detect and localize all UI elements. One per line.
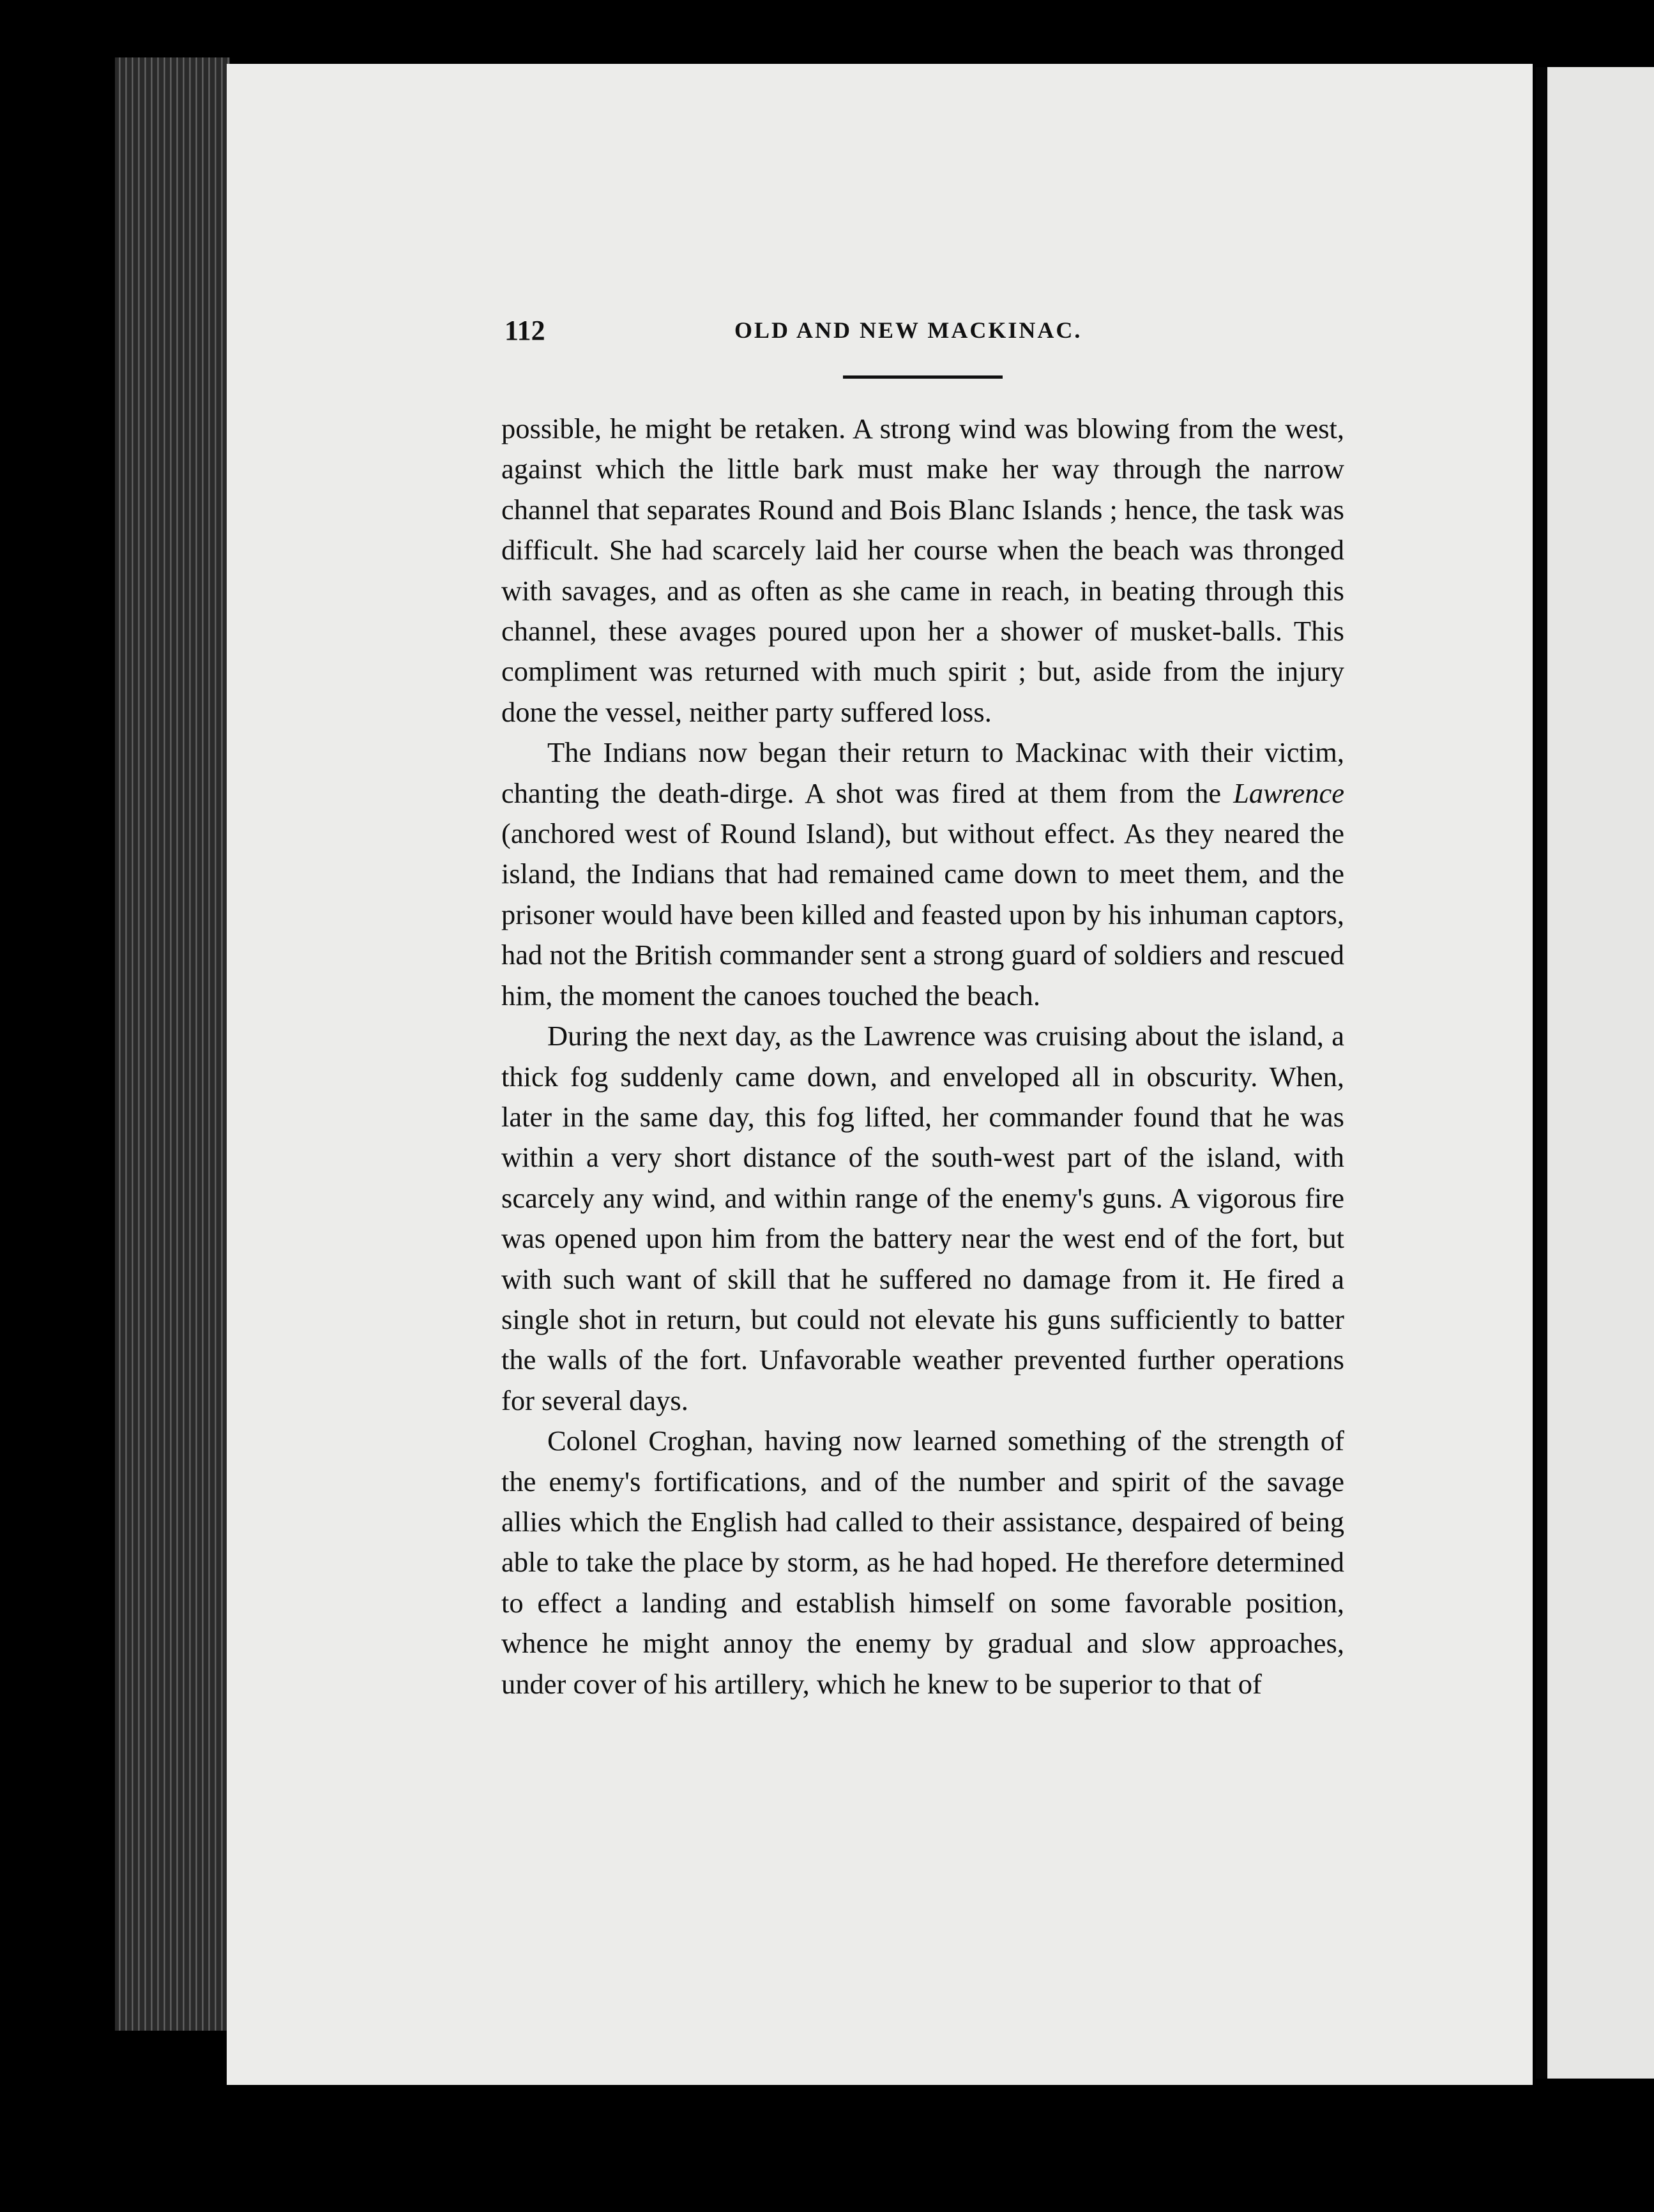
- ship-name-italic: Lawrence: [1233, 776, 1344, 809]
- page-stack-edge: [115, 57, 230, 2031]
- header-rule: [843, 375, 1003, 379]
- running-title: OLD AND NEW MACKINAC.: [734, 317, 1082, 343]
- facing-page-edge: [1536, 67, 1654, 2079]
- paragraph-3: During the next day, as the Lawrence was cruising about the island, a thick fog suddenly came down, and enveloped all in obscurity. When, later in the same day, this fog lifted, her commander found that he was within a very short distance of the south-west part of the island, with scarcely any wind, and within range of the enemy's guns. A vigorous fire was opened upon him from the battery near the west end of the fort, but with such want of skill that he suffered no damage from it. He fired a single shot in return, but could not elevate his guns sufficiently to batter the walls of the fort. Unfavorable weather prevented further operations for several days.: [501, 1020, 1344, 1416]
- paragraph-1: possible, he might be retaken. A strong wind was blowing from the west, against which the little bark must make her way through the narrow channel that separates Round and Bois Blanc Islands ; hence, the task was difficult. She had scarcely laid her course when the beach was thronged with savages, and as often as she came in reach, in beating through this channel, these avages poured upon her a shower of musket-balls. This compliment was returned with much spirit ; but, aside from the injury done the vessel, neither party suffered loss.: [501, 413, 1344, 728]
- page-header: [505, 314, 1354, 352]
- page-number: 112: [505, 315, 545, 346]
- paragraph-2-text-a: The Indians now began their return to Mackinac with their victim, chanting the death-dirge. A shot was fired at them from the: [501, 736, 1344, 809]
- paragraph-4: Colonel Croghan, having now learned something of the strength of the enemy's fortifications, and of the number and spirit of the savage allies which the English had called to their assistance, despaired of being able to take the place by storm, as he had hoped. He therefore determined to effect a landing and establish himself on some favorable position, whence he might annoy the enemy by gradual and slow approaches, under cover of his artillery, which he knew to be superior to that of: [501, 1425, 1344, 1700]
- body-text: [501, 409, 1344, 1704]
- paragraph-2-text-b: (anchored west of Round Island), but without effect. As they neared the island, the Indians that had remained came down to meet them, and the prisoner would have been killed and feasted upon by his inhuman captors, had not the British commander sent a strong guard of soldiers and rescued him, the moment the canoes touched the beach.: [501, 817, 1344, 1011]
- paragraph-2: [501, 732, 1344, 1016]
